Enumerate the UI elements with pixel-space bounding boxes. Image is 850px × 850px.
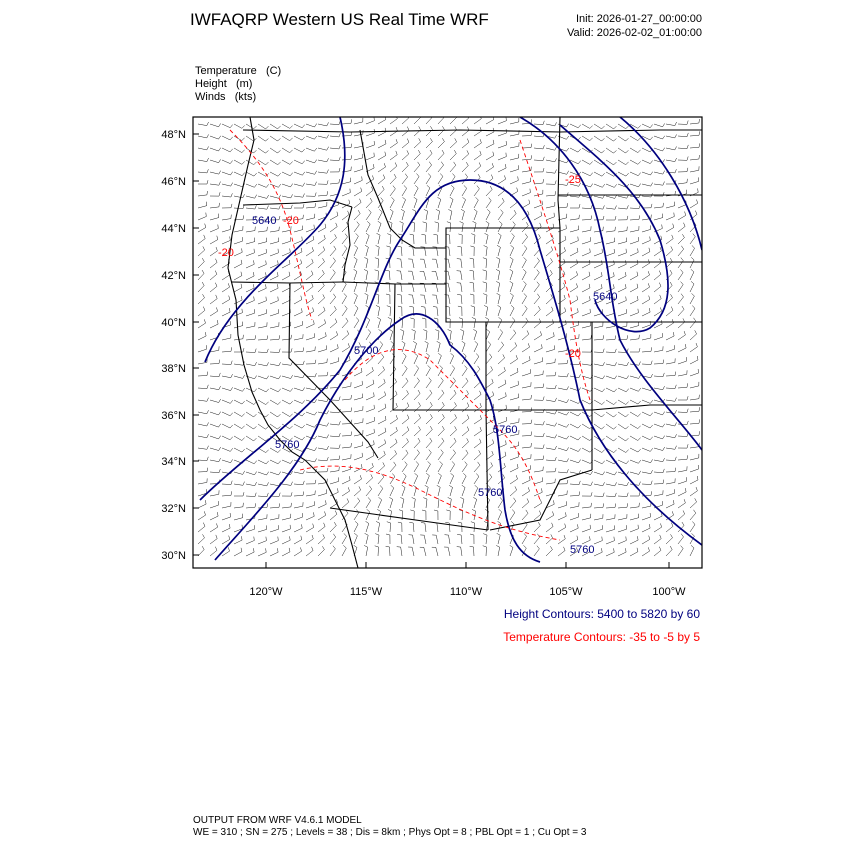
lat-tick-32: 32°N [161, 503, 186, 515]
height-label-2: 5640 [593, 291, 618, 303]
lat-tick-48: 48°N [161, 129, 186, 141]
temp-label-3: -25 [565, 174, 581, 186]
temp-label-4: -20 [565, 348, 581, 360]
lat-tick-34: 34°N [161, 456, 186, 468]
model-config-footer: WE = 310 ; SN = 275 ; Levels = 38 ; Dis = 8km ; Phys Opt = 8 ; PBL Opt = 1 ; Cu Opt = 3 [193, 827, 587, 838]
lat-tick-40: 40°N [161, 317, 186, 329]
plot-title: IWFAQRP Western US Real Time WRF [190, 10, 489, 29]
height-label-7: 5760 [570, 544, 595, 556]
lat-tick-labels [161, 129, 186, 562]
height-label-1: 5640 [252, 215, 277, 227]
lon-tick-100: 100°W [652, 586, 686, 598]
lat-tick-46: 46°N [161, 176, 186, 188]
lon-tick-120: 120°W [249, 586, 283, 598]
model-footer: OUTPUT FROM WRF V4.6.1 MODEL [193, 815, 362, 826]
valid-time: Valid: 2026-02-02_01:00:00 [567, 27, 702, 39]
field-height-label: Height [195, 78, 227, 90]
height-label-4: 5760 [275, 439, 300, 451]
field-height-unit: (m) [235, 78, 253, 90]
temp-label-1: -20 [218, 247, 234, 259]
lat-tick-44: 44°N [161, 223, 186, 235]
temperature-contours-legend: Temperature Contours: -35 to -5 by 5 [503, 630, 700, 644]
lon-tick-105: 105°W [549, 586, 583, 598]
init-time: Init: 2026-01-27_00:00:00 [576, 13, 702, 25]
height-contours-legend: Height Contours: 5400 to 5820 by 60 [503, 607, 700, 621]
height-label-3: 5700 [354, 345, 379, 357]
lon-tick-110: 110°W [449, 586, 483, 598]
lat-tick-30: 30°N [161, 550, 186, 562]
temp-label-2: -20 [283, 215, 299, 227]
lat-tick-36: 36°N [161, 410, 186, 422]
field-temperature-unit: (C) [265, 65, 282, 77]
height-label-5: 5760 [493, 424, 518, 436]
lat-tick-42: 42°N [161, 270, 186, 282]
field-winds-unit: (kts) [234, 91, 257, 103]
lat-tick-38: 38°N [161, 363, 186, 375]
lon-tick-labels [249, 586, 686, 598]
lon-tick-115: 115°W [349, 586, 383, 598]
field-winds-label: Winds [195, 91, 226, 103]
field-temperature-label: Temperature [195, 65, 257, 77]
height-label-6: 5760 [478, 487, 503, 499]
